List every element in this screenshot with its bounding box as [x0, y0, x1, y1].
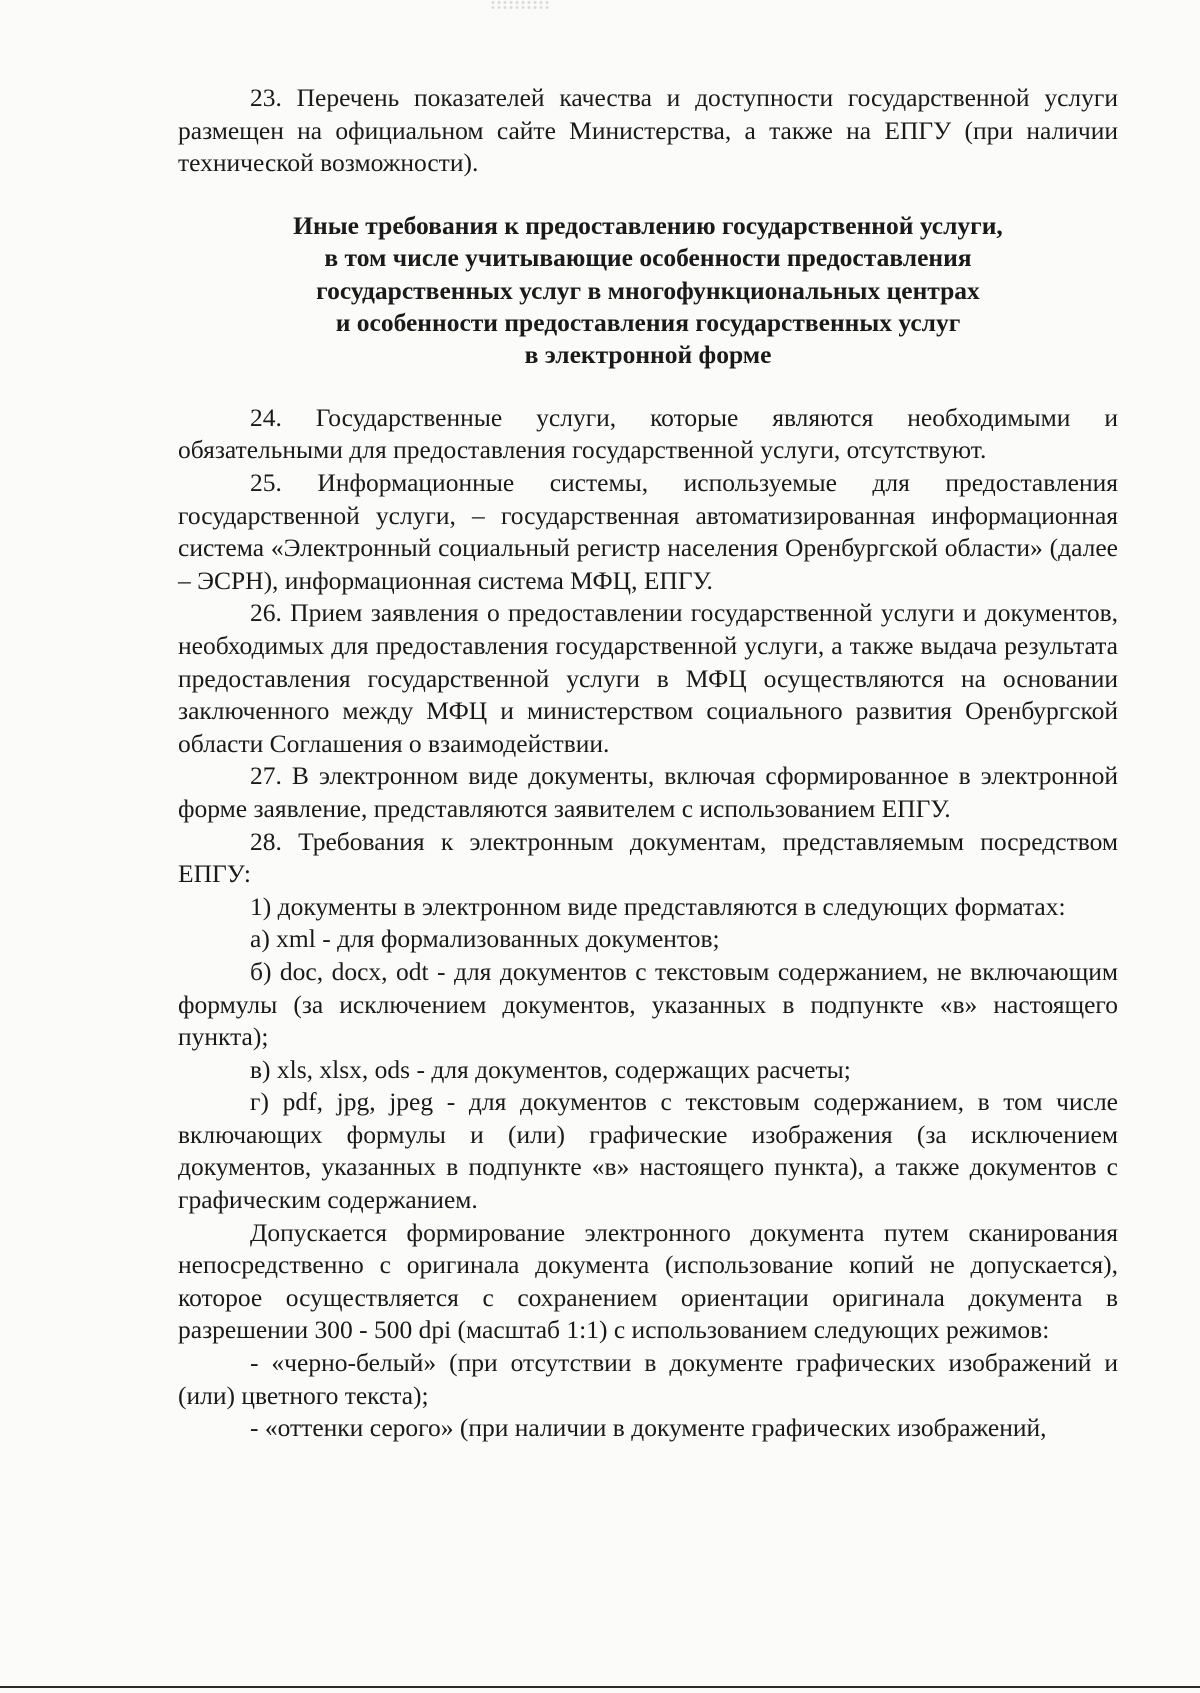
list-item-g: г) pdf, jpg, jpeg - для документов с текстовым содержанием, в том числе включающих формулы и (или) графические изображения (за исключением документов, указанных в подпункте «в» настоящего пункта), а также документов с графическим содержанием. [178, 1087, 1118, 1215]
paragraph-27: 27. В электронном виде документы, включая сформированное в электронной форме заявление, представляются заявителем с использованием ЕПГУ. [178, 761, 1118, 823]
paragraph-25: 25. Информационные системы, используемые для предоставления государственной услуги, – государственная автоматизированная информационная система «Электронный социальный регистр населения Оренбургской области» (далее – ЭСРН), информационная система МФЦ, ЕПГУ. [178, 468, 1118, 595]
heading-line: в электронной форме [524, 340, 772, 370]
list-item-a: а) xml - для формализованных документов; [250, 924, 720, 954]
paragraph-24: 24. Государственные услуги, которые являются необходимыми и обязательными для предоставления государственной услуги, отсутствуют. [178, 402, 1118, 465]
list-item-formats: 1) документы в электронном виде представляются в следующих форматах: [250, 891, 1066, 921]
paragraph-23: 23. Перечень показателей качества и доступности государственной услуги размещен на официальном сайте Министерства, а также на ЕПГУ (при наличии технической возможности). [178, 83, 1118, 178]
paragraph-scanning: Допускается формирование электронного документа путем сканирования непосредственно с оригинала документа (использование копий не допускается), которое осуществляется с сохранением ориентации оригинала документа в разрешении 300 - 500 dpi (масштаб 1:1) с использованием следующих режимов: [178, 1217, 1118, 1345]
heading-line: Иные требования к предоставлению государственной услуги, [293, 210, 1003, 240]
heading-line: в том числе учитывающие особенности предоставления [324, 243, 972, 273]
heading-line: государственных услуг в многофункциональных центрах [316, 275, 980, 305]
list-item-b: б) doc, docx, odt - для документов с текстовым содержанием, не включающим формулы (за исключением документов, указанных в подпункте «в» настоящего пункта); [178, 956, 1118, 1052]
scan-edge-line [0, 1686, 1200, 1688]
list-item-v: в) xls, xlsx, ods - для документов, содержащих расчеты; [250, 1054, 851, 1084]
paragraph-26: 26. Прием заявления о предоставлении государственной услуги и документов, необходимых для предоставления государственной услуги, а также выдача результата предоставления государственной услуги в МФЦ осуществляются на основании заключенного между МФЦ и министерством социального развития Оренбургской области Соглашения о взаимодействии. [178, 598, 1118, 758]
scan-artifact [490, 0, 550, 10]
list-item-grayscale-mode: - «оттенки серого» (при наличии в документе графических изображений, [250, 1413, 1047, 1443]
section-heading [178, 210, 1118, 372]
document-body [178, 82, 1118, 1445]
heading-line: и особенности предоставления государственных услуг [335, 308, 961, 337]
paragraph-28: 28. Требования к электронным документам, представляемым посредством ЕПГУ: [178, 826, 1118, 889]
list-item-bw-mode: - «черно-белый» (при отсутствии в документе графических изображений и (или) цветного текста); [178, 1348, 1118, 1410]
